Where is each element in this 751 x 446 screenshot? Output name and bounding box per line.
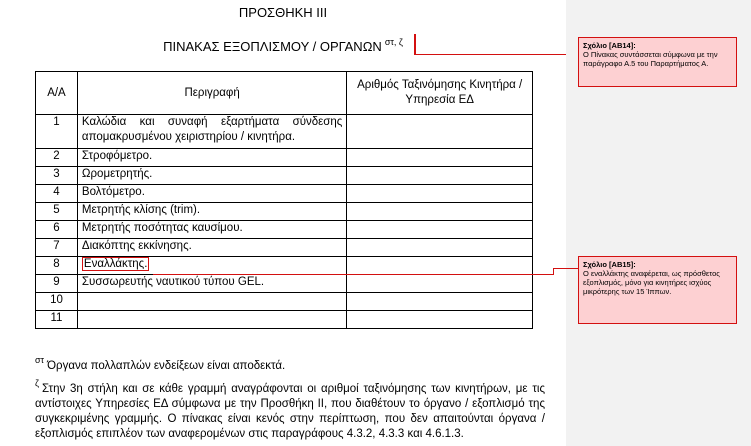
comment-connector-line xyxy=(553,268,554,275)
row-description: Διακόπτης εκκίνησης. xyxy=(77,239,346,257)
comment-label: Σχόλιο [AB15]: xyxy=(583,260,636,269)
row-description: Καλώδια και συναφή εξαρτήματα σύνδεσης απομακρυσμένου χειριστηρίου / κινητήρα. xyxy=(77,115,346,149)
row-classification xyxy=(347,239,533,257)
comment-connector-line xyxy=(416,54,578,55)
equipment-table xyxy=(35,71,533,329)
header-index: Α/Α xyxy=(36,72,78,115)
row-classification xyxy=(347,185,533,203)
table-title xyxy=(0,37,566,54)
table-title-text: ΠΙΝΑΚΑΣ ΕΞΟΠΛΙΣΜΟΥ / ΟΡΓΑΝΩΝ xyxy=(163,39,382,54)
table-row xyxy=(36,167,533,185)
row-description-cell xyxy=(77,257,346,275)
header-description: Περιγραφή xyxy=(77,72,346,115)
row-number: 3 xyxy=(36,167,78,185)
footnote xyxy=(35,353,545,374)
row-number: 10 xyxy=(36,293,78,311)
row-classification xyxy=(347,293,533,311)
row-description: Μετρητής ποσότητας καυσίμου. xyxy=(77,221,346,239)
table-row xyxy=(36,293,533,311)
row-description xyxy=(77,311,346,329)
row-description: Στροφόμετρο. xyxy=(77,149,346,167)
row-description: Μετρητής κλίσης (trim). xyxy=(77,203,346,221)
row-description xyxy=(77,293,346,311)
comment-connector-line xyxy=(153,274,553,275)
table-header-row xyxy=(36,72,533,115)
comment-anchor-marker xyxy=(414,34,416,55)
row-description: Ωρομετρητής. xyxy=(77,167,346,185)
comment-label: Σχόλιο [AB14]: xyxy=(583,41,636,50)
table-row xyxy=(36,257,533,275)
row-number: 11 xyxy=(36,311,78,329)
table-row xyxy=(36,185,533,203)
comment-balloon[interactable] xyxy=(578,256,737,324)
row-description: Συσσωρευτής ναυτικού τύπου GEL. xyxy=(77,275,346,293)
row-number: 4 xyxy=(36,185,78,203)
row-number: 8 xyxy=(36,257,78,275)
row-number: 2 xyxy=(36,149,78,167)
row-classification xyxy=(347,167,533,185)
row-classification xyxy=(347,221,533,239)
header-classification: Αριθμός Ταξινόμησης Κινητήρα / Υπηρεσία ΕΔ xyxy=(347,72,533,115)
commented-text[interactable]: Εναλλάκτης. xyxy=(83,258,148,270)
footnote-mark: ζ xyxy=(35,378,39,388)
comment-connector-line xyxy=(553,268,578,269)
row-classification xyxy=(347,203,533,221)
comment-text: Ο εναλλάκτης αναφέρεται, ως πρόσθετος εξοπλισμός, μόνο για κινητήρες ισχύος μικρότερης των 15 Ίππων. xyxy=(583,269,720,296)
footnote-text: Στην 3η στήλη και σε κάθε γραμμή αναγράφονται οι αριθμοί ταξινόμησης των κινητήρων, με τις αντίστοιχες Υπηρεσίες ΕΔ σύμφωνα με την Προσθήκη ΙΙ, που διαθέτουν το όργανο / εξοπλισμό της συγκεκριμένης γραμμής. Ο πίνακας είναι κενός στην περίπτωση, που δεν απαιτούνται όργανα / εξοπλισμός επιπλέον των αναφερομένων στις παραγράφους 4.3.2, 4.3.3 και 4.6.1.3. xyxy=(35,383,545,440)
annex-title: ΠΡΟΣΘΗΚΗ III xyxy=(238,5,328,20)
footnote-text: Όργανα πολλαπλών ενδείξεων είναι αποδεκτά. xyxy=(47,360,286,372)
row-classification xyxy=(347,311,533,329)
table-row xyxy=(36,239,533,257)
row-classification xyxy=(347,275,533,293)
footnote xyxy=(35,376,545,442)
row-classification xyxy=(347,115,533,149)
comment-balloon[interactable] xyxy=(578,37,737,87)
table-row xyxy=(36,311,533,329)
table-title-footnote-marks: στ, ζ xyxy=(384,37,403,47)
table-row xyxy=(36,149,533,167)
row-number: 9 xyxy=(36,275,78,293)
row-number: 1 xyxy=(36,115,78,149)
table-row xyxy=(36,115,533,149)
row-number: 7 xyxy=(36,239,78,257)
table-row xyxy=(36,221,533,239)
comment-text: Ο Πίνακας συντάσσεται σύμφωνα με την παράγραφο Α.5 του Παραρτήματος Α. xyxy=(583,50,718,68)
row-number: 5 xyxy=(36,203,78,221)
row-number: 6 xyxy=(36,221,78,239)
row-classification xyxy=(347,149,533,167)
table-row xyxy=(36,203,533,221)
row-classification xyxy=(347,257,533,275)
footnote-mark: στ xyxy=(35,355,45,365)
row-description: Βολτόμετρο. xyxy=(77,185,346,203)
table-row xyxy=(36,275,533,293)
